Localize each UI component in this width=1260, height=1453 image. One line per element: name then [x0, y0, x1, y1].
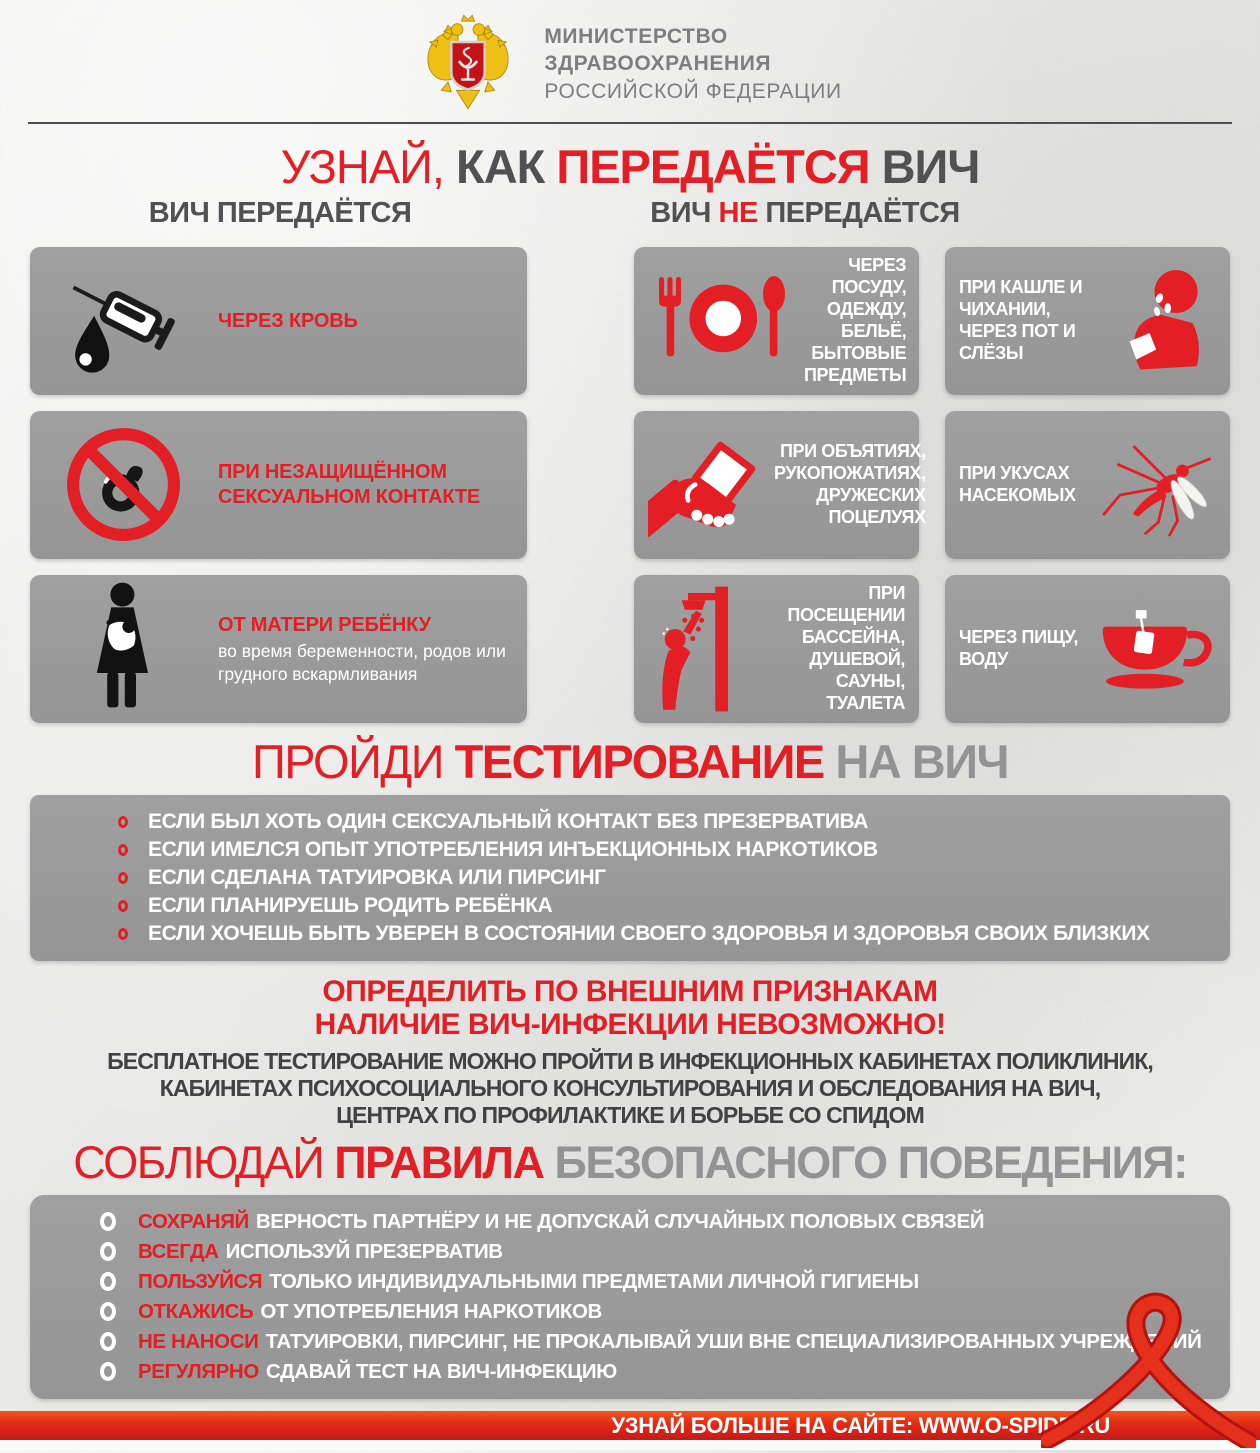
rule-rest: ТАТУИРОВКИ, ПИРСИНГ, НЕ ПРОКАЛЫВАЙ УШИ ВНЕ СПЕЦИАЛИЗИРОВАННЫХ УЧРЕЖДЕНИЙ [265, 1329, 1202, 1353]
teacup-icon [1092, 603, 1216, 695]
rule-rest: СДАВАЙ ТЕСТ НА ВИЧ-ИНФЕКЦИЮ [265, 1359, 617, 1383]
cards-row-2 [30, 411, 1230, 559]
bullet-circle-icon [100, 1212, 116, 1231]
cards-row-1 [30, 247, 1230, 395]
testing-heading-accent: ТЕСТИРОВАНИЕ [454, 735, 824, 789]
testing-heading-tail: НА ВИЧ [835, 735, 1009, 789]
list-item [118, 864, 1210, 892]
list-item [100, 1207, 1210, 1237]
testing-item-text: ЕСЛИ ПЛАНИРУЕШЬ РОДИТЬ РЕБЁНКА [148, 893, 553, 917]
card-sneeze-text: ПРИ КАШЛЕ И ЧИХАНИИ, ЧЕРЕЗ ПОТ И СЛЁЗЫ [959, 277, 1083, 364]
ministry-line2: ЗДРАВООХРАНЕНИЯ [544, 52, 772, 76]
syringe-blood-icon [30, 257, 218, 385]
card-mosquito-text: ПРИ УКУСАХ НАСЕКОМЫХ [959, 463, 1076, 506]
rules-heading-accent: ПРАВИЛА [334, 1137, 544, 1189]
rule-lead: РЕГУЛЯРНО [138, 1359, 259, 1383]
not-transmitted-heading [555, 197, 1055, 230]
card-shower [634, 575, 919, 723]
free-testing-line3: ЦЕНТРАХ ПО ПРОФИЛАКТИКЕ И БОРЬБЕ СО СПИДОМ [336, 1102, 924, 1129]
card-sex-title: ПРИ НЕЗАЩИЩЁННОМ СЕКСУАЛЬНОМ КОНТАКТЕ [218, 461, 481, 509]
rules-heading-lead: СОБЛЮДАЙ [73, 1137, 324, 1189]
mosquito-icon [1088, 430, 1216, 540]
bullet-circle-icon [118, 872, 128, 884]
card-mother-title: ОТ МАТЕРИ РЕБЁНКУ [218, 614, 431, 637]
rule-rest: ОТ УПОТРЕБЛЕНИЯ НАРКОТИКОВ [260, 1299, 602, 1323]
warning-line1: ОПРЕДЕЛИТЬ ПО ВНЕШНИМ ПРИЗНАКАМ [322, 974, 938, 1008]
not-heading-negation: НЕ [718, 197, 758, 230]
bullet-circle-icon [118, 900, 128, 912]
rules-heading-tail: БЕЗОПАСНОГО ПОВЕДЕНИЯ: [554, 1137, 1187, 1189]
list-item [118, 836, 1210, 864]
cards-area [30, 247, 1230, 723]
warning-text [0, 975, 1260, 1042]
list-item [118, 892, 1210, 920]
bullet-circle-icon [118, 816, 128, 828]
rule-rest: ВЕРНОСТЬ ПАРТНЁРУ И НЕ ДОПУСКАЙ СЛУЧАЙНЫХ ПОЛОВЫХ СВЯЗЕЙ [255, 1209, 985, 1233]
free-testing-line1: БЕСПЛАТНОЕ ТЕСТИРОВАНИЕ МОЖНО ПРОЙТИ В ИНФЕКЦИОННЫХ КАБИНЕТАХ ПОЛИКЛИНИК, [107, 1047, 1153, 1074]
cards-row-3 [30, 575, 1230, 723]
footer-website-link[interactable]: УЗНАЙ БОЛЬШЕ НА САЙТЕ: WWW.O-SPIDE.RU [611, 1412, 1110, 1438]
card-blood [30, 247, 527, 395]
bullet-circle-icon [100, 1362, 116, 1381]
header [0, 0, 1260, 122]
bullet-circle-icon [100, 1272, 116, 1291]
warning-line2: НАЛИЧИЕ ВИЧ-ИНФЕКЦИИ НЕВОЗМОЖНО! [314, 1008, 946, 1042]
bullet-circle-icon [100, 1332, 116, 1351]
testing-heading [0, 735, 1260, 789]
title-accent: ПЕРЕДАЁТСЯ [556, 140, 870, 193]
card-handshake [634, 411, 926, 559]
column-headings [0, 197, 1260, 239]
rule-lead: ВСЕГДА [138, 1239, 219, 1263]
list-item [118, 808, 1210, 836]
bullet-circle-icon [100, 1302, 116, 1321]
not-heading-post: ПЕРЕДАЁТСЯ [765, 197, 960, 230]
card-mosquito [945, 411, 1230, 559]
page-title [0, 142, 1260, 191]
handshake-icon [648, 433, 766, 537]
not-heading-pre: ВИЧ [650, 197, 711, 230]
title-tail: ВИЧ [881, 140, 980, 193]
rule-item-text [138, 1240, 503, 1264]
rule-item-text [138, 1300, 602, 1324]
right-cards-row-3 [634, 575, 1230, 723]
rule-rest: ТОЛЬКО ИНДИВИДУАЛЬНЫМИ ПРЕДМЕТАМИ ЛИЧНОЙ ГИГИЕНЫ [269, 1269, 919, 1293]
free-testing-line2: КАБИНЕТАХ ПСИХОСОЦИАЛЬНОГО КОНСУЛЬТИРОВАНИЯ И ОБСЛЕДОВАНИЯ НА ВИЧ, [159, 1075, 1101, 1101]
rule-item-text [138, 1210, 984, 1234]
free-testing-text [0, 1048, 1260, 1129]
bullet-circle-icon [118, 928, 128, 940]
ministry-line3: РОССИЙСКОЙ ФЕДЕРАЦИИ [544, 79, 842, 103]
card-tableware-text: ЧЕРЕЗ ПОСУДУ, ОДЕЖДУ, БЕЛЬЁ, БЫТОВЫЕ ПРЕДМЕТЫ [804, 255, 907, 386]
card-blood-title: ЧЕРЕЗ КРОВЬ [218, 309, 358, 332]
testing-item-text: ЕСЛИ СДЕЛАНА ТАТУИРОВКА ИЛИ ПИРСИНГ [148, 865, 606, 889]
no-condom-icon [30, 422, 218, 548]
card-food-water-text: ЧЕРЕЗ ПИЩУ, ВОДУ [959, 627, 1078, 670]
list-item [100, 1237, 1210, 1267]
tableware-icon [648, 270, 796, 372]
card-mother-subtitle: во время беременности, родов или грудного вскармливания [218, 641, 506, 684]
russia-health-ministry-emblem-icon [418, 9, 518, 120]
right-cards-row-2 [634, 411, 1230, 559]
card-mother-child [30, 575, 527, 723]
rule-item-text [138, 1360, 617, 1384]
shower-icon [648, 585, 752, 713]
card-tableware [634, 247, 919, 395]
bullet-circle-icon [100, 1242, 116, 1261]
testing-item-text: ЕСЛИ ХОЧЕШЬ БЫТЬ УВЕРЕН В СОСТОЯНИИ СВОЕГО ЗДОРОВЬЯ И ЗДОРОВЬЯ СВОИХ БЛИЗКИХ [148, 921, 1150, 945]
card-unprotected-sex [30, 411, 527, 559]
testing-item-text: ЕСЛИ ИМЕЛСЯ ОПЫТ УПОТРЕБЛЕНИЯ ИНЪЕКЦИОННЫХ НАРКОТИКОВ [148, 837, 878, 861]
testing-banner [30, 795, 1230, 961]
transmitted-heading: ВИЧ ПЕРЕДАЁТСЯ [148, 197, 412, 230]
testing-heading-lead: ПРОЙДИ [251, 735, 443, 789]
rules-heading [0, 1137, 1260, 1189]
card-shower-text: ПРИ ПОСЕЩЕНИИ БАССЕЙНА, ДУШЕВОЙ, САУНЫ, ТУАЛЕТА [787, 583, 905, 714]
ministry-line1: МИНИСТЕРСТВО [544, 25, 728, 49]
rule-rest: ИСПОЛЬЗУЙ ПРЕЗЕРВАТИВ [225, 1239, 503, 1263]
rule-lead: ПОЛЬЗУЙСЯ [138, 1269, 263, 1293]
right-cards-row-1 [634, 247, 1230, 395]
header-divider [28, 122, 1232, 124]
title-lead: УЗНАЙ, [280, 140, 444, 193]
ministry-name [544, 23, 841, 105]
bullet-circle-icon [118, 844, 128, 856]
red-awareness-ribbon-icon [1041, 1288, 1256, 1448]
list-item [118, 920, 1210, 948]
sneezing-person-icon [1108, 265, 1216, 377]
title-mid: КАК [456, 140, 545, 193]
rule-lead: ОТКАЖИСЬ [138, 1299, 254, 1323]
testing-item-text: ЕСЛИ БЫЛ ХОТЬ ОДИН СЕКСУАЛЬНЫЙ КОНТАКТ БЕЗ ПРЕЗЕРВАТИВА [148, 809, 868, 833]
rule-lead: НЕ НАНОСИ [138, 1329, 259, 1353]
card-handshake-text: ПРИ ОБЪЯТИЯХ, РУКОПОЖАТИЯХ, ДРУЖЕСКИХ ПОЦЕЛУЯХ [774, 441, 926, 528]
rule-item-text [138, 1270, 919, 1294]
mother-child-icon [30, 579, 218, 719]
card-sneeze [945, 247, 1230, 395]
card-food-water [945, 575, 1230, 723]
rule-lead: СОХРАНЯЙ [138, 1209, 249, 1233]
